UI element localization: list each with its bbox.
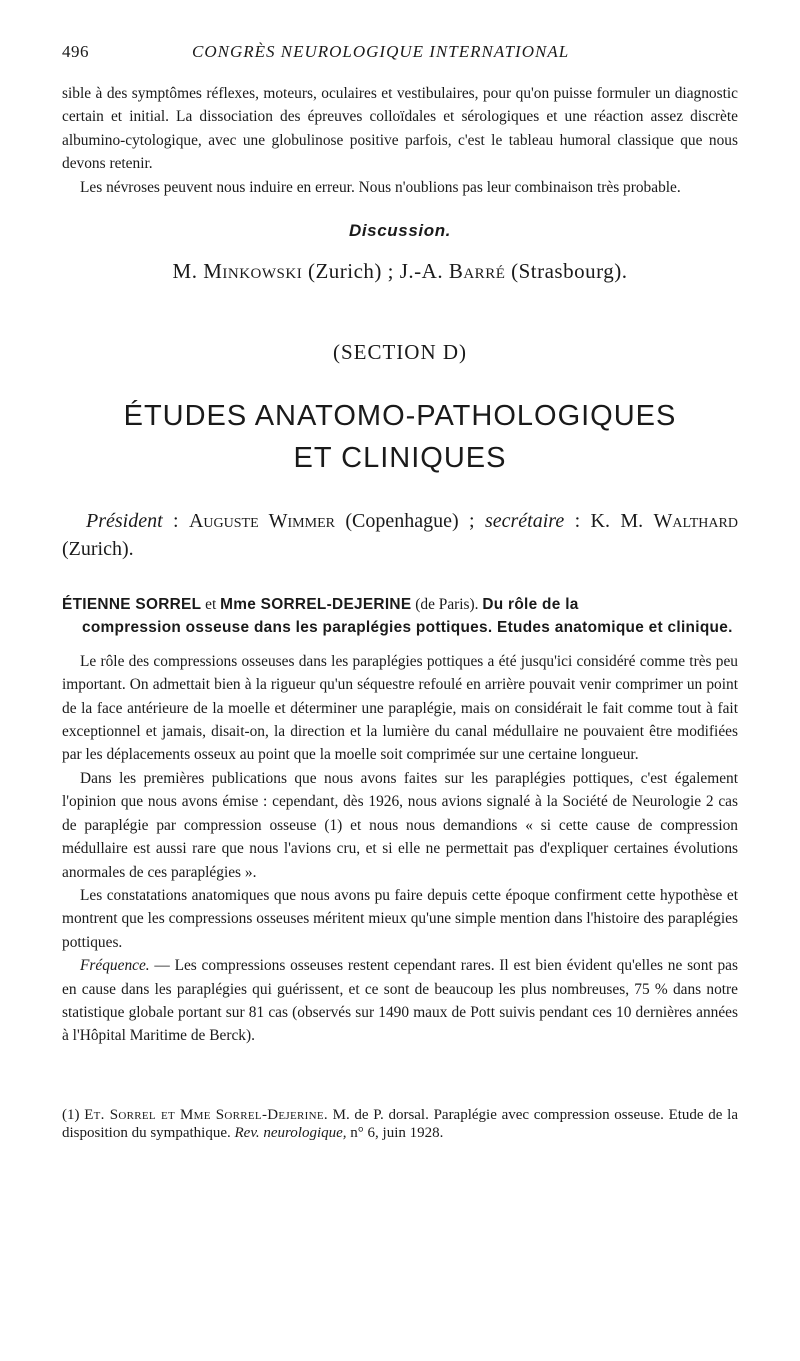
section-label: (SECTION D) xyxy=(332,340,468,365)
frequency-label: Fréquence. xyxy=(80,957,150,975)
secretary-label: secrétaire xyxy=(484,510,565,533)
discussion-participants xyxy=(62,259,738,284)
article-place: (de Paris). xyxy=(411,596,483,614)
frequency-text: — Les compressions osseuses restent cependant rares. Il est bien évident qu'elles ne sont pas en cause dans les paraplégies qui guérissent, et ce sont de beaucoup les plus nombreuses, 75 % dans notre statistique globale portant sur 81 cas (observés sur 1490 maux de Pott suivis pendant ces 10 dernières années à l'Hôpital Maritime de Berck). xyxy=(62,957,738,1045)
secretary-name: Walthard xyxy=(653,510,738,533)
secretary-separator: : xyxy=(564,510,591,533)
section-title-line-1: ÉTUDES ANATOMO-PATHOLOGIQUES xyxy=(123,400,677,433)
participant-initials-2: J.-A. xyxy=(399,259,444,284)
section-title xyxy=(62,395,738,479)
section-officers xyxy=(62,507,738,563)
article-mme: Mme xyxy=(220,596,257,614)
secretary-place: (Zurich). xyxy=(62,538,134,561)
running-header xyxy=(62,42,738,62)
article-heading xyxy=(62,593,738,640)
participant-name-2: Barré xyxy=(448,259,506,284)
running-title: CONGRÈS NEUROLOGIQUE INTERNATIONAL xyxy=(192,42,570,61)
footnote-tail: n° 6, juin 1928. xyxy=(346,1124,444,1141)
participant-name-1: Minkowski xyxy=(203,259,303,284)
article-title-rest: compression osseuse dans les paraplégies pottiques. Etudes anatomique et clinique. xyxy=(82,619,733,637)
footnote-text: M. de P. dorsal. Paraplégie avec compression osseuse. Etude de la disposition du sympathique. xyxy=(62,1106,738,1141)
participant-place-1: (Zurich) ; xyxy=(307,259,394,284)
participant-title: M. xyxy=(172,259,198,284)
discussion-heading: Discussion. xyxy=(348,221,452,241)
article-author-1: ÉTIENNE SORREL xyxy=(62,596,202,614)
article-title-start: Du rôle de la xyxy=(482,596,579,614)
secretary-initials: K. M. xyxy=(590,510,654,533)
article-paragraph-3: Les constatations anatomiques que nous avons pu faire depuis cette époque confirment cette hypothèse et montrent que les compressions osseuses méritent mieux qu'une simple mention dans l'histoire des paraplégies pottiques. xyxy=(62,886,738,951)
page-number: 496 xyxy=(62,42,89,61)
president-name: Auguste Wimmer xyxy=(188,510,335,533)
president-separator: : xyxy=(162,510,189,533)
president-place: (Copenhague) ; xyxy=(334,510,485,533)
section-title-line-2: ET CLINIQUES xyxy=(293,442,507,475)
article-author-2: SORREL-DEJERINE xyxy=(256,596,412,614)
footnote-authors: Et. Sorrel et Mme Sorrel-Dejerine. xyxy=(84,1106,328,1123)
article-connector: et xyxy=(201,596,221,614)
article-paragraph-2: Dans les premières publications que nous avons faites sur les paraplégies pottiques, c'est également l'opinion que nous avons émise : cependant, dès 1926, nous avions signalé à la Société de Neurologie 2 cas de paraplégie par compression osseuse (1) et nous nous demandions « si cette cause de compression médullaire est aussi rare que nous l'avions cru, et si elle ne permettait pas d'expliquer certaines évolutions anormales de ces paraplégies ». xyxy=(62,769,738,881)
intro-paragraph-1: sible à des symptômes réflexes, moteurs, oculaires et vestibulaires, pour qu'on puisse formuler un diagnostic certain et initial. La dissociation des épreuves colloïdales et sérologiques et une réaction assez discrète albumino-cytologique, avec une globulinose positive parfois, c'est le tableau humoral classique que nous devons retenir. xyxy=(62,85,738,173)
footnote-number: (1) xyxy=(62,1106,85,1123)
article-paragraph-1: Le rôle des compressions osseuses dans les paraplégies pottiques a été jusqu'ici considéré comme très peu important. On admettait bien à la rigueur qu'un séquestre refoulé en arrière pouvait venir comprimer un point de la face antérieure de la moelle et déterminer une paraplégie, mais on considérait le fait comme tout à fait exceptionnel et jamais, disait-on, la direction et la lumière du canal médullaire ne pouvaient être modifiées par les déplacements osseux au point que la moelle soit comprimée sur une certaine longueur. xyxy=(62,652,738,764)
article-paragraph-frequency xyxy=(62,954,738,1048)
intro-paragraph-2: Les névroses peuvent nous induire en erreur. Nous n'oublions pas leur combinaison très probable. xyxy=(80,178,681,196)
footnote xyxy=(62,1106,738,1142)
footnote-journal: Rev. neurologique, xyxy=(234,1124,347,1141)
participant-place-2: (Strasbourg). xyxy=(511,259,628,284)
president-label: Président xyxy=(86,510,163,533)
